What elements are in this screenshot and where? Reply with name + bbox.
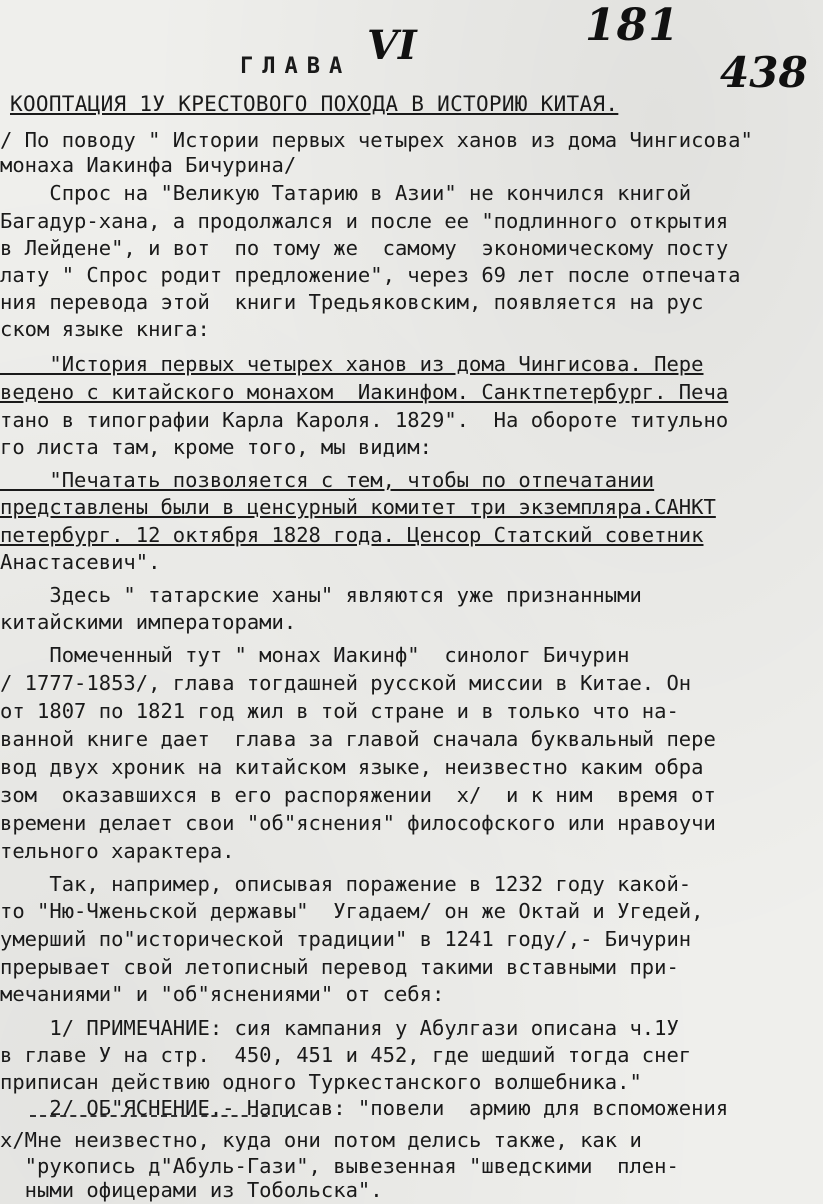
- text-line-1: / По поводу " Истории первых четырех ханов из дома Чингисова": [0, 128, 753, 152]
- chapter-numeral: VI: [367, 22, 417, 69]
- text-line-5: в Лейдене", и вот по тому же самому экономическому посту: [0, 236, 729, 260]
- text-line-18: китайскими императорами.: [0, 610, 297, 634]
- text-line-6: лату " Спрос родит предложение", через 69 лет после отпечата: [0, 263, 741, 287]
- footnote-line-1: х/Мне неизвестно, куда они потом делись также, как и: [0, 1128, 642, 1152]
- text-line-31: мечаниями" и "об"яснениями" от себя:: [0, 982, 445, 1006]
- text-line-29: умерший по"исторической традиции" в 1241 году/,- Бичурин: [0, 927, 692, 951]
- text-line-7: ния перевода этой книги Тредьяковским, появляется на рус: [0, 290, 704, 314]
- footnote-line-2: "рукопись д"Абуль-Гази", вывезенная "шведскими плен-: [0, 1154, 679, 1178]
- text-line-21: от 1807 по 1821 год жил в той стране и в только что на-: [0, 699, 679, 723]
- archive-number-stamp: 181: [585, 0, 680, 51]
- text-line-15: петербург. 12 октября 1828 года. Ценсор Статский советник: [0, 523, 704, 547]
- text-line-25: времени делает свои "об"яснения" философского или нравоучи: [0, 811, 716, 835]
- text-line-8: ском языке книга:: [0, 317, 210, 341]
- text-line-16: Анастасевич".: [0, 550, 161, 574]
- text-line-33: в главе У на стр. 450, 451 и 452, где шедший тогда снег: [0, 1043, 692, 1067]
- text-line-35: 2/ ОБ"ЯСНЕНИЕ.- Написав: "повели армию для вспоможения: [0, 1096, 729, 1120]
- text-line-2: монаха Иакинфа Бичурина/: [0, 153, 297, 177]
- footnote-separator: [30, 1115, 298, 1117]
- text-line-13: "Печатать позволяется с тем, чтобы по отпечатании: [0, 468, 655, 492]
- text-line-20: / 1777-1853/, глава тогдашней русской миссии в Китае. Он: [0, 671, 692, 695]
- footnote-line-3: ными офицерами из Тобольска".: [0, 1178, 383, 1202]
- text-line-30: прерывает свой летописный перевод такими вставными при-: [0, 955, 679, 979]
- text-line-24: зом оказавшихся в его распоряжении х/ и к ним время от: [0, 783, 716, 807]
- text-line-10: ведено с китайского монахом Иакинфом. Санктпетербург. Печа: [0, 380, 729, 404]
- text-line-27: Так, например, описывая поражение в 1232 году какой-: [0, 872, 692, 896]
- text-line-32: 1/ ПРИМЕЧАНИЕ: сия кампания у Абулгази описана ч.1У: [0, 1016, 679, 1040]
- text-line-17: Здесь " татарские ханы" являются уже признанными: [0, 583, 642, 607]
- text-line-28: то "Ню-Чженьской державы" Угадаем/ он же Октай и Угедей,: [0, 899, 704, 923]
- text-line-11: тано в типографии Карла Кароля. 1829". На обороте титульно: [0, 408, 729, 432]
- text-line-19: Помеченный тут " монах Иакинф" синолог Бичурин: [0, 643, 630, 667]
- page-number-handwritten: 438: [720, 48, 808, 97]
- text-line-3: Спрос на "Великую Татарию в Азии" не кончился книгой: [0, 181, 692, 205]
- text-line-22: ванной книге дает глава за главой сначала буквальный пере: [0, 727, 716, 751]
- text-line-4: Багадур-хана, а продолжался и после ее "подлинного открытия: [0, 209, 729, 233]
- text-line-26: тельного характера.: [0, 839, 235, 863]
- text-line-34: приписан действию одного Туркестанского волшебника.": [0, 1070, 642, 1094]
- text-line-14: представлены были в ценсурный комитет три экземпляра.САНКТ: [0, 495, 716, 519]
- text-line-9: "История первых четырех ханов из дома Чингисова. Пере: [0, 352, 704, 376]
- chapter-heading: КООПТАЦИЯ 1У КРЕСТОВОГО ПОХОДА В ИСТОРИЮ КИТАЯ.: [10, 92, 619, 116]
- text-line-23: вод двух хроник на китайском языке, неизвестно каким обра: [0, 755, 704, 779]
- chapter-word: ГЛАВА: [240, 54, 352, 79]
- chapter-title: [240, 54, 351, 79]
- text-line-12: го листа там, кроме того, мы видим:: [0, 435, 432, 459]
